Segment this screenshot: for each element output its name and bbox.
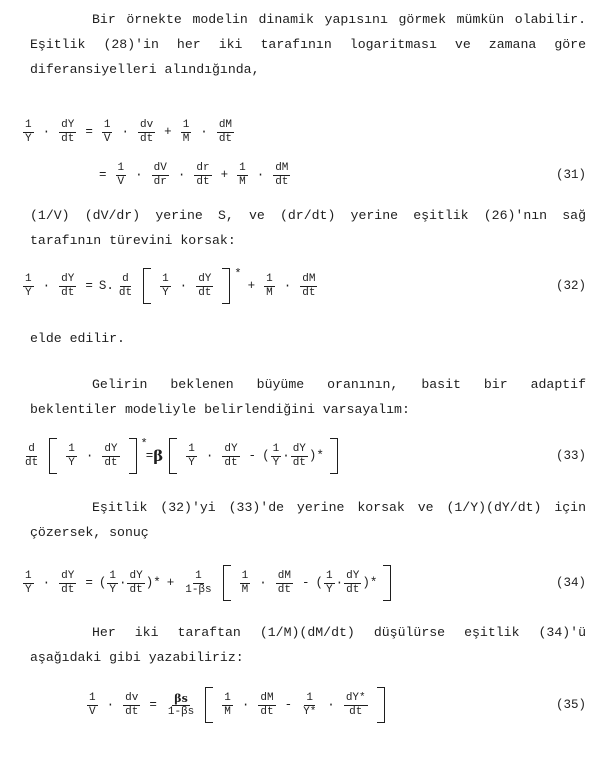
equation-number-32: (32) [555,279,586,293]
beta-symbol: β [153,447,164,465]
fraction-dY-dt: $\frac{dY}{dt}$ [61,118,75,145]
paragraph-substitution: (1/V) (dV/dr) yerine S, ve (dr/dt) yerine eşitlik (26)'nın sağ tarafının türevini korsak: [30,208,586,248]
equation-35: 1 V · $\frac{dv}{dt}$ = $\frac{\beta s}{1-\beta s}$ 1 M · dM dt - 1 Y* · dY* dt (35) [20,685,586,725]
paragraph-adaptive: Gelirin beklenen büyüme oranının, basit bir adaptif beklentiler modeliyle belirlendiğini varsayalım: [30,377,586,417]
equation-31-line2: = $\frac{1}{V}$ · dV dr · dr dt + $\frac{1}{M}$ · dM dt (31) [20,155,586,195]
paragraph-obtained: elde edilir. [30,331,125,346]
fraction-1-over-Y: 1 Y [25,118,32,145]
paragraph-intro: Bir örnekte modelin dinamik yapısını görmek mümkün olabilir. Eşitlik (28)'in her iki tarafının logaritması ve zamana göre diferansiyelleri alındığında, [30,12,586,77]
equation-number-33: (33) [555,449,586,463]
equation-number-35: (35) [555,698,586,712]
equation-32: 1 Y · $\frac{dY}{dt}$ = S. d dt 1 Y · dY dt * + $\frac{1}{M}$ · dM dt (32) [20,266,586,306]
equation-number-31: (31) [555,168,586,182]
paragraph-solve: Eşitlik (32)'yi (33)'de yerine korsak ve (1/Y)(dY/dt) için çözersek, sonuç [30,500,586,540]
equation-33: d dt 1 Y · dY dt * = β 1 Y · dY dt - ( 1 Y · dY dt )* (33) [20,436,586,476]
right-bracket [222,268,230,304]
equation-31-line1: 1 Y · $\frac{dY}{dt}$ = $\frac{1}{V}$ · dv dt + $\frac{1}{M}$ · dM dt [25,118,233,145]
equation-34: 1 Y · $\frac{dY}{dt}$ = ( 1 Y · dY dt )* + $\frac{1}{1-\beta s}$ 1 M · dM dt - ( 1 Y · dY dt )* (34) [20,563,586,603]
left-bracket [143,268,151,304]
paragraph-subtract: Her iki taraftan (1/M)(dM/dt) düşülürse eşitlik (34)'ü aşağıdaki gibi yazabiliriz: [30,625,586,665]
equation-number-34: (34) [555,576,586,590]
